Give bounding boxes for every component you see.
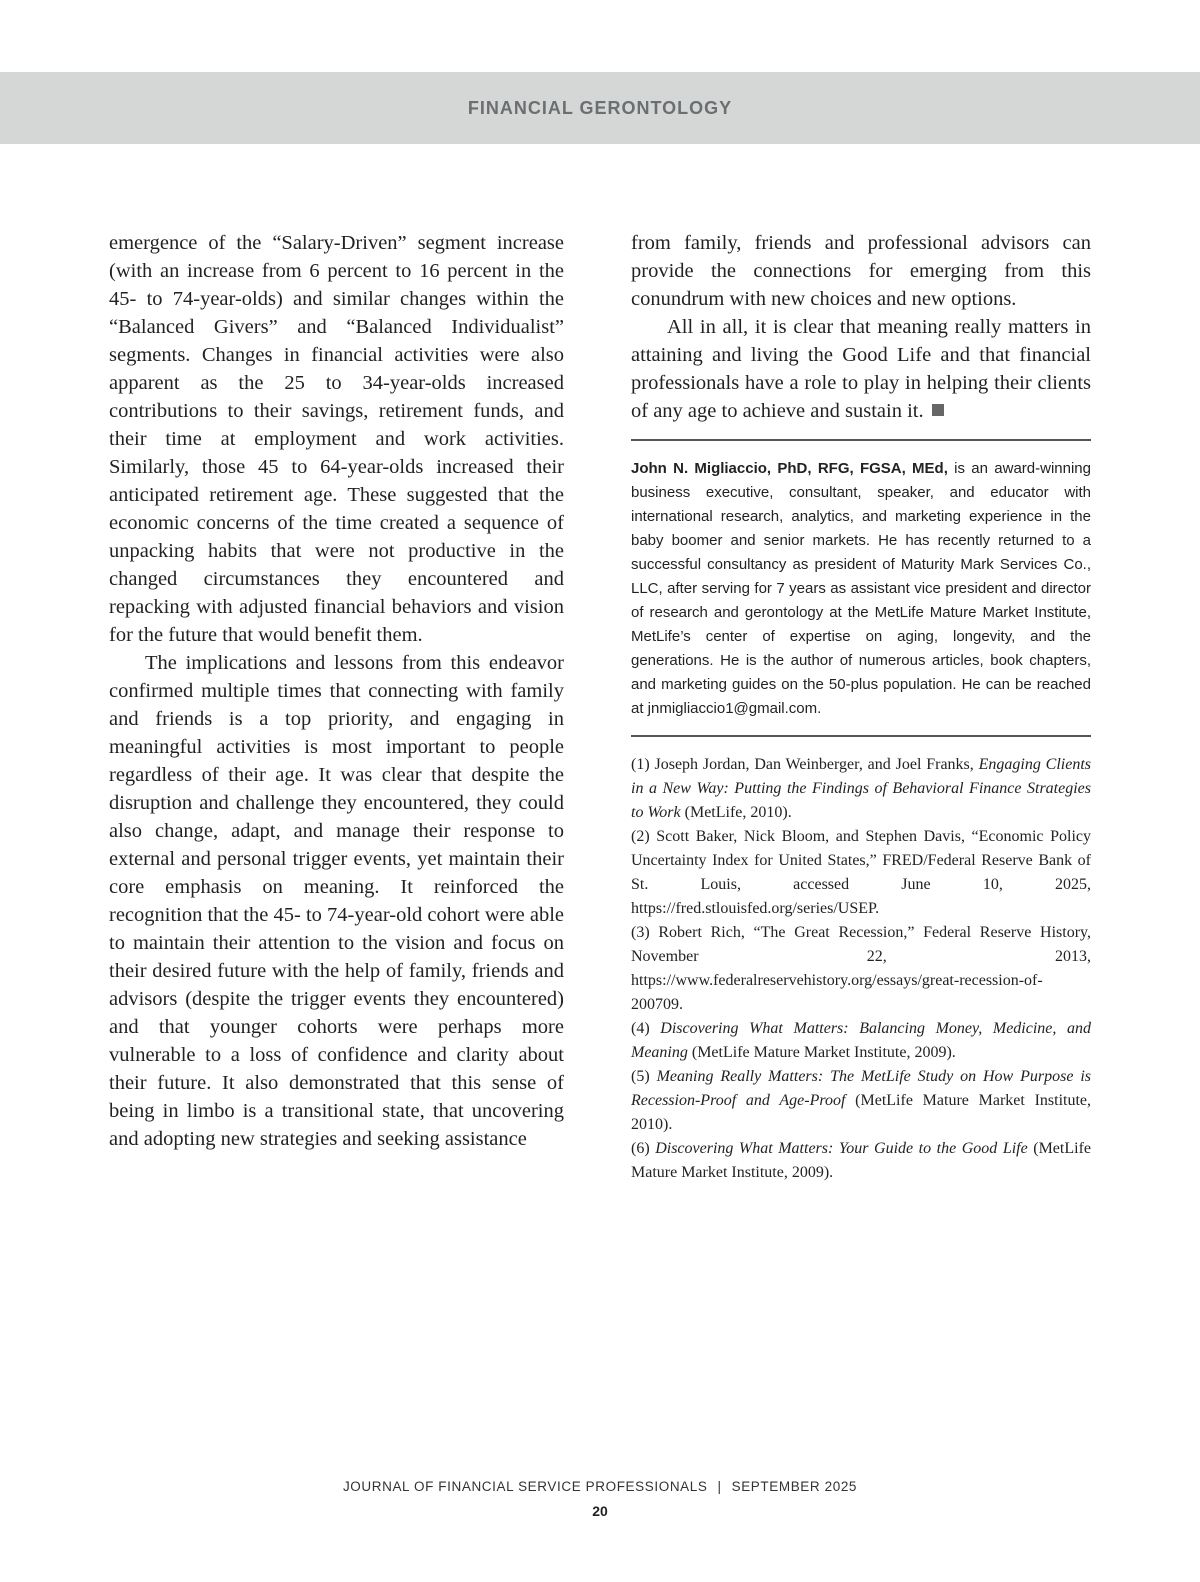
endnote: (5) Meaning Really Matters: The MetLife Study on How Purpose is Recession-Proof and Age-Proof (MetLife Mature Market Institute, 2010).	[631, 1068, 1092, 1133]
body-paragraph: emergence of the “Salary-Driven” segment increase (with an increase from 6 percent to 16 percent in the 45- to 74-year-olds) and similar changes within the “Balanced Givers” and “Balanced Individualist” segments. Changes in financial activities were also apparent as the 25 to 34-year-olds increased contributions to their savings, retirement funds, and their time at employment and work activities. Similarly, those 45 to 64-year-olds increased their anticipated retirement age. These suggested that the economic concerns of the time created a sequence of unpacking habits that were not productive in the changed circumstances they encountered and repacking with adjusted financial behaviors and vision for the future that would benefit them.	[109, 232, 564, 646]
author-bio-text: is an award-winning business executive, consultant, speaker, and educator with international research, analytics, and marketing experience in the baby boomer and senior markets. He has recently returned to a successful consultancy as president of Maturity Mark Services Co., LLC, after serving for 7 years as assistant vice president and director of research and gerontology at the MetLife Mature Market Institute, MetLife’s center of expertise on aging, longevity, and the generations. He is the author of numerous articles, book chapters, and marketing guides on the 50-plus population. He can be reached at jnmigliaccio1@gmail.com.	[631, 460, 1091, 717]
divider	[631, 439, 1091, 441]
divider	[631, 735, 1091, 737]
left-column	[109, 229, 564, 1153]
author-bio	[631, 457, 1091, 721]
body-paragraph: from family, friends and professional advisors can provide the connections for emerging from this conundrum with new choices and new options.	[631, 232, 1091, 310]
endnotes	[631, 753, 1091, 1185]
journal-name: JOURNAL OF FINANCIAL SERVICE PROFESSIONALS	[342, 1479, 708, 1494]
endnote: (3) Robert Rich, “The Great Recession,” Federal Reserve History, November 22, 2013, https://www.federalreservehistory.org/essays/great-recession-of-200709.	[631, 924, 1091, 1013]
body-paragraph	[631, 313, 1091, 425]
endnote: (1) Joseph Jordan, Dan Weinberger, and Joel Franks, Engaging Clients in a New Way: Putting the Findings of Behavioral Finance Strategies to Work (MetLife, 2010).	[631, 756, 1091, 821]
body-paragraph: The implications and lessons from this endeavor confirmed multiple times that connecting with family and friends is a top priority, and engaging in meaningful activities is most important to people regardless of their age. It was clear that despite the disruption and challenge they encountered, they could also change, adapt, and manage their response to external and personal trigger events, yet maintain their core emphasis on meaning. It reinforced the recognition that the 45- to 74-year-old cohort were able to maintain their attention to the vision and focus on their desired future with the help of family, friends and advisors (despite the trigger events they encountered) and that younger cohorts were perhaps more vulnerable to a loss of confidence and clarity about their future. It also demonstrated that this sense of being in limbo is a transitional state, that uncovering and adopting new strategies and seeking assistance	[109, 652, 564, 1150]
endnote: (2) Scott Baker, Nick Bloom, and Stephen Davis, “Economic Policy Uncertainty Index for United States,” FRED/Federal Reserve Bank of St. Louis, accessed June 10, 2025, https://fred.stlouisfed.org/series/USEP.	[631, 828, 1091, 917]
footer-separator: |	[717, 1479, 722, 1494]
page-number: 20	[592, 1503, 608, 1519]
body-paragraph-text: All in all, it is clear that meaning really matters in attaining and living the Good Life and that financial professionals have a role to play in helping their clients of any age to achieve and sustain it.	[631, 316, 1091, 422]
issue-date: SEPTEMBER 2025	[731, 1479, 858, 1494]
end-of-article-square-icon	[932, 404, 944, 416]
author-name: John N. Migliaccio, PhD, RFG, FGSA, MEd,	[631, 460, 948, 477]
right-column	[631, 229, 1091, 1185]
running-header-title: FINANCIAL GERONTOLOGY	[467, 98, 733, 118]
article-conclusion	[631, 229, 1091, 425]
endnote: (4) Discovering What Matters: Balancing Money, Medicine, and Meaning (MetLife Mature Market Institute, 2009).	[631, 1020, 1092, 1061]
footer	[0, 1479, 1200, 1494]
endnote: (6) Discovering What Matters: Your Guide to the Good Life (MetLife Mature Market Institute, 2009).	[631, 1140, 1091, 1181]
